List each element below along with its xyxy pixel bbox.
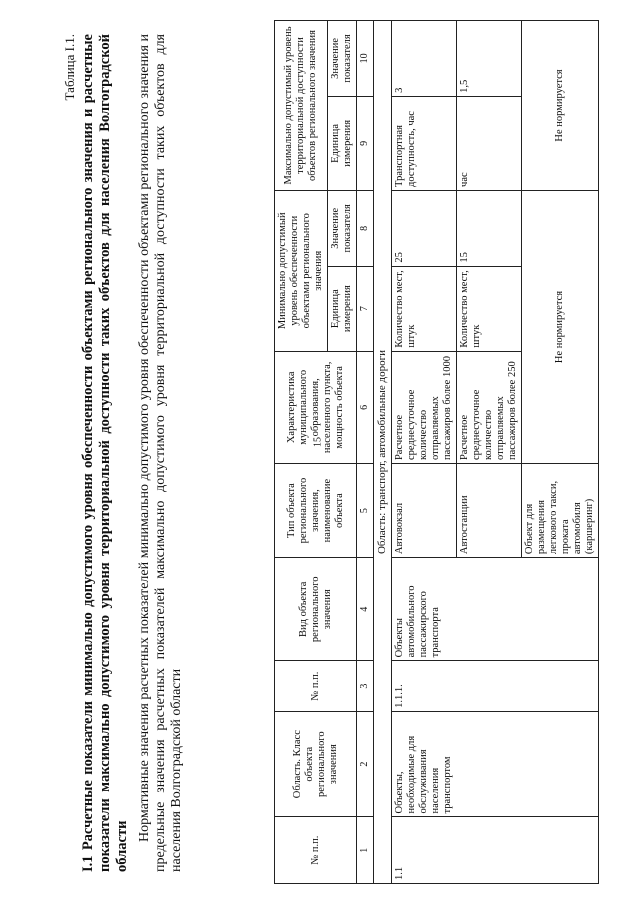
header-min-value: Значение показателя bbox=[328, 190, 357, 266]
table-row bbox=[392, 21, 457, 884]
header-min-level: Минимально допустимый уровень обеспеченности объектами регионального значения bbox=[275, 190, 328, 351]
column-number: 6 bbox=[357, 351, 374, 463]
section-description: Нормативные значения расчетных показателей минимально допустимого уровня обеспеченности объектами регионального значения и предельные значения расчетных показателей максимально допустимого уровня территориальной доступности таких объектов для населения Волгоградской области bbox=[137, 34, 184, 872]
header-max-unit: Единица измерения bbox=[328, 96, 357, 190]
column-number: 4 bbox=[357, 558, 374, 661]
header-min-unit: Единица измерения bbox=[328, 266, 357, 351]
column-number: 1 bbox=[357, 817, 374, 884]
rotated-page-content bbox=[44, 20, 596, 884]
column-number: 10 bbox=[357, 21, 374, 97]
column-number: 7 bbox=[357, 266, 374, 351]
column-number: 8 bbox=[357, 190, 374, 266]
row-min-not-normalized: Не нормируется bbox=[522, 190, 599, 463]
column-number-row bbox=[357, 21, 374, 884]
header-no: № п.п. bbox=[275, 817, 357, 884]
header-object-kind: Вид объекта регионального значения bbox=[275, 558, 357, 661]
row-object-type: Автовокзал bbox=[392, 464, 457, 558]
row-min-unit: Количество мест, штук bbox=[392, 266, 457, 351]
row-min-value: 15 bbox=[457, 190, 522, 266]
row-max-value: 3 bbox=[392, 21, 457, 97]
row-object-type: Автостанции bbox=[457, 464, 522, 558]
row-area-class: Объекты, необходимые для обслуживания населения транспортом bbox=[392, 711, 599, 817]
header-max-value: Значение показателя bbox=[328, 21, 357, 97]
area-title: Область: транспорт, автомобильные дороги bbox=[374, 21, 392, 884]
header-municipal: Характеристика муниципального образования, населенного пункта, мощность объекта bbox=[275, 351, 357, 463]
header-object-type: Тип объекта регионального значения, наименование объекта bbox=[275, 464, 357, 558]
row-sub-no: 1.1.1. bbox=[392, 661, 599, 711]
column-number: 9 bbox=[357, 96, 374, 190]
column-number: 2 bbox=[357, 711, 374, 817]
row-object-type: Объект для размещения легкового такси, проката автомобиля (каршеринг) bbox=[522, 464, 599, 558]
header-sub-no: № п.п. bbox=[275, 661, 357, 711]
header-area-class: Область. Класс объекта регионального значения bbox=[275, 711, 357, 817]
area-row bbox=[374, 21, 392, 884]
column-number: 5 bbox=[357, 464, 374, 558]
norms-table bbox=[274, 20, 599, 884]
row-min-unit: Количество мест, штук bbox=[457, 266, 522, 351]
column-number: 3 bbox=[357, 661, 374, 711]
row-max-unit: час bbox=[457, 96, 522, 190]
header-max-level: Максимально допустимый уровень территориальной доступности объектов регионального значения bbox=[275, 21, 328, 191]
heading-block bbox=[62, 34, 185, 872]
row-municipal: Расчетное среднесуточное количество отправляемых пассажиров более 250 bbox=[457, 351, 522, 463]
row-max-unit: Транспортная доступность, час bbox=[392, 96, 457, 190]
row-min-value: 25 bbox=[392, 190, 457, 266]
row-object-kind: Объекты автомобильного пассажирского транспорта bbox=[392, 558, 599, 661]
row-no: 1.1 bbox=[392, 817, 599, 884]
table-label: Таблица I.1. bbox=[62, 34, 77, 101]
header-row-1 bbox=[275, 21, 328, 884]
page-number: 15 bbox=[312, 437, 324, 447]
row-max-value: 1,5 bbox=[457, 21, 522, 97]
row-max-not-normalized: Не нормируется bbox=[522, 21, 599, 191]
row-municipal: Расчетное среднесуточное количество отправляемых пассажиров более 1000 bbox=[392, 351, 457, 463]
section-title: I.1 Расчетные показатели минимально допустимого уровня обеспеченности объектами регионального значения и расчетные показатели максимально допустимого уровня территориальной доступности таких объектов для населения Волгоградской области bbox=[80, 34, 130, 872]
